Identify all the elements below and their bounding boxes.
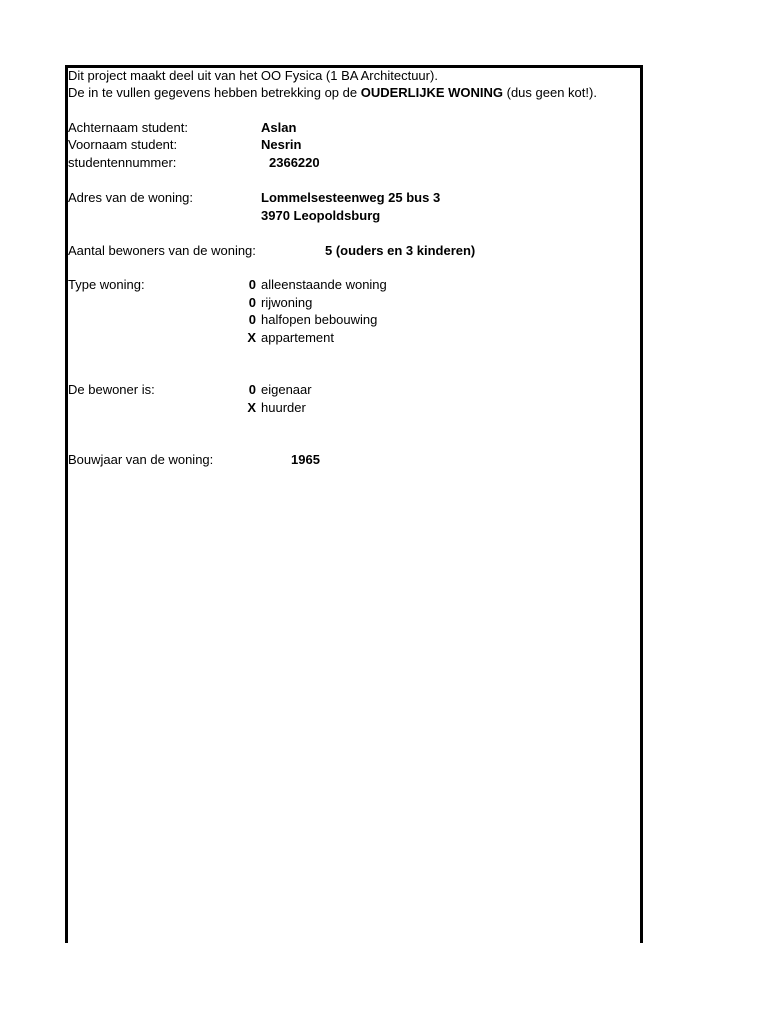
- build-year-label: Bouwjaar van de woning:: [68, 452, 214, 467]
- intro-line-2-prefix: De in te vullen gegevens hebben betrekking op de: [68, 85, 361, 100]
- lastname-value: Aslan: [261, 120, 297, 135]
- intro-line-2: [68, 84, 597, 101]
- intro-line-2-suffix: (dus geen kot!).: [503, 85, 597, 100]
- type-option-label: halfopen bebouwing: [261, 312, 378, 327]
- type-option-mark: 0: [248, 312, 256, 327]
- address-line-2: 3970 Leopoldsburg: [261, 208, 381, 223]
- type-option-label: appartement: [261, 330, 334, 345]
- lastname-label: Achternaam student:: [68, 120, 188, 135]
- student-number-value: 2366220: [269, 155, 320, 170]
- firstname-value: Nesrin: [261, 137, 302, 152]
- type-option-mark: X: [247, 330, 256, 345]
- address-label: Adres van de woning:: [68, 190, 194, 205]
- occupant-option-label: eigenaar: [261, 382, 312, 397]
- type-option-mark: 0: [248, 295, 256, 310]
- type-option-label: alleenstaande woning: [261, 277, 387, 292]
- intro-line-1: Dit project maakt deel uit van het OO Fysica (1 BA Architectuur).: [68, 68, 438, 83]
- residents-value: 5 (ouders en 3 kinderen): [325, 243, 476, 258]
- build-year-value: 1965: [291, 452, 320, 467]
- type-option-mark: 0: [248, 277, 256, 292]
- residents-label: Aantal bewoners van de woning:: [68, 243, 256, 258]
- type-label: Type woning:: [68, 277, 145, 292]
- type-option-label: rijwoning: [261, 295, 313, 310]
- intro-line-2-emphasis: OUDERLIJKE WONING: [360, 85, 504, 100]
- firstname-label: Voornaam student:: [68, 137, 178, 152]
- occupant-option-label: huurder: [261, 400, 306, 415]
- occupant-label: De bewoner is:: [68, 382, 155, 397]
- occupant-option-mark: X: [247, 400, 256, 415]
- address-line-1: Lommelsesteenweg 25 bus 3: [261, 190, 441, 205]
- occupant-option-mark: 0: [248, 382, 256, 397]
- student-number-label: studentennummer:: [68, 155, 177, 170]
